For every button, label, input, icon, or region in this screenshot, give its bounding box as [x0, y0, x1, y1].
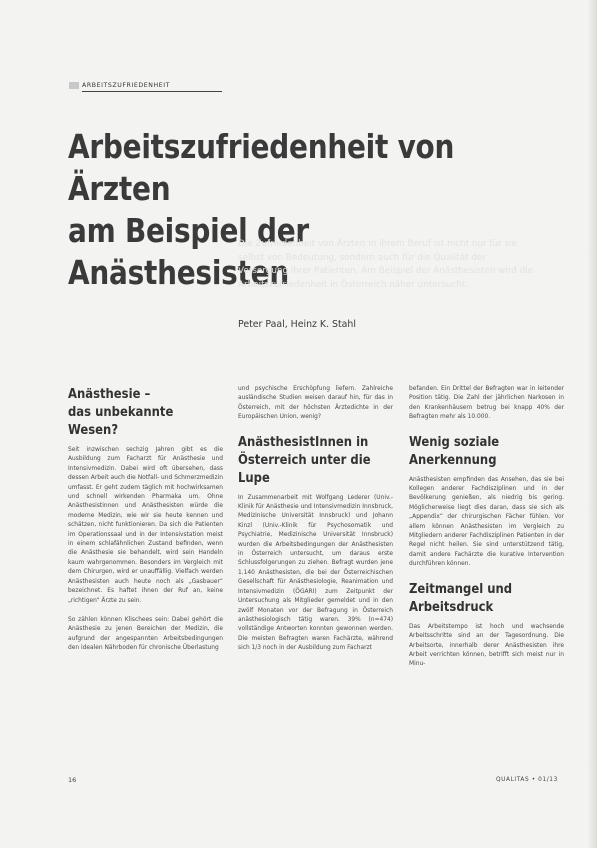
heading-oesterreich: [238, 433, 393, 487]
paragraph: Anästhesisten empfinden das Ansehen, das sie bei Kollegen anderer Fachdisziplinen und in der Bevölkerung genießen, als niedrig bis gering. Möglicherweise liegt dies daran, dass sie sich als „Appendix“ der chirurgischen Fächer fühlen. Vor allem können Anästhesisten im Vergleich zu Mitgliedern anderer Fachdisziplinen Patienten in der Regel nicht heilen. Sie sind unterstützend tätig, damit andere Fachärzte die kurative Intervention durchführen können.: [409, 476, 564, 568]
heading-line: AnästhesistInnen in: [238, 433, 369, 450]
column-1: [68, 385, 223, 664]
page-edge-shadow: [587, 0, 597, 848]
section-marker: [69, 82, 79, 89]
lead-paragraph: Die Zufriedenheit von Ärzten in ihrem Beruf ist nicht nur für sie selbst von Bedeutung, sondern auch für die Qualität der Versorgung ihrer Patienten. Am Beispiel der Anästhesisten wird die Arbeitszufriedenheit in Österreich näher untersucht.: [238, 239, 534, 290]
heading-line: das unbekannte Wesen?: [68, 404, 174, 438]
paragraph: und psychische Erschöpfung liefern. Zahlreiche ausländische Studien weisen darauf hin, für das in Österreich, mit der höchsten Ärztedichte in der Europäischen Union, wenig?: [238, 386, 393, 421]
column-2: [238, 385, 393, 664]
title-line-1: Arbeitszufriedenheit von Ärzten: [68, 128, 455, 208]
paragraph: In Zusammenarbeit mit Wolfgang Lederer (Univ.-Klinik für Anästhesie und Intensivmedizin Innsbruck, Medizinische Universität Innsbruck) und Johann Kinzl (Univ.-Klinik für Psychosomatik und Psychiatrie, Medizinische Universität Innsbruck) wurden die Arbeitsbedingungen der Anästhesisten in Österreich untersucht, um daraus erste Schlussfolgerungen zu ziehen. Befragt wurden jene 1.140 Anästhesisten, die bei der Österreichischen Gesellschaft für Anästhesiologie, Reanimation und Intensivmedizin (ÖGARI) zum Zeitpunkt der Untersuchung als Mitglieder gemeldet und in den zwölf Monaten vor der Befragung in Österreich anästhesiologisch tätig waren. 39% (n=474) vollständige Antworten konnten gewonnen werden. Die meisten Befragten waren Fachärzte, während sich 1/3 noch in der Ausbildung zum Facharzt: [238, 494, 393, 652]
section-label: ARBEITSZUFRIEDENHEIT: [82, 82, 222, 92]
paragraph: Seit inzwischen sechzig Jahren gibt es die Ausbildung zum Facharzt für Anästhesie und Intensivmedizin. Dabei wird oft übersehen, dass dessen Arbeit auch die Notfall- und Schmerzmedizin umfasst. Er geht zudem täglich mit hochwirksamen und schnell wirkenden Pharmaka um. Ohne Anästhesistinnen und Anästhesisten würde die moderne Medizin, wie wir sie heute kennen und schätzen, nicht funktionieren. Da sich die Patienten im Operationssaal und in der Intensivstation meist in einem schlafähnlichen Zustand befinden, wenn die Anästhesie sie behandelt, wird sein Handeln kaum wahrgenommen. Besonders im Vergleich mit dem Chirurgen, wird er unauffällig. Vielfach werden Anästhesisten auch heute noch als „Gasbauer“ bezeichnet. Es haftet ihnen der Ruf an, keine „richtigen“ Ärzte zu sein.: [68, 447, 223, 604]
paragraph: So zählen können Klischees sein: Dabei gehört die Anästhesie zu jenen Bereichen der Medizin, die aufgrund der angespannten Arbeitsbedingungen den idealen Nährboden für chronische Überlastung: [68, 616, 223, 652]
journal-footer: QUALITAS • 01/13: [496, 777, 558, 783]
authors: Peter Paal, Heinz K. Stahl: [238, 319, 356, 330]
paragraph: befanden. Ein Drittel der Befragten war in leitender Position tätig. Die Zahl der jährlichen Narkosen in den Krankenhäusern betrug bei knapp 40% der Befragten mehr als 10.000.: [409, 386, 564, 421]
paragraph: Das Arbeitstempo ist hoch und wachsende Arbeitsschritte sind an der Tagesordnung. Die Arbeitsorte, innerhalb derer Anästhesisten ihre Arbeit verrichten können, betrifft sich meist nur in Minu-: [409, 623, 564, 668]
column-3: [409, 385, 564, 680]
heading-zeitmangel: [409, 580, 564, 616]
heading-line: Zeitmangel und: [409, 580, 513, 597]
heading-line: Arbeitsdruck: [409, 598, 494, 615]
title-line-2: am Beispiel der Anästhesisten: [68, 212, 309, 292]
heading-anerkennung: Wenig soziale Anerkennung: [409, 433, 500, 468]
page-number: 16: [68, 776, 77, 784]
heading-line: Österreich unter die Lupe: [238, 451, 371, 486]
heading-line: Anästhesie –: [68, 386, 151, 402]
heading-anaesthesie: [68, 385, 223, 439]
